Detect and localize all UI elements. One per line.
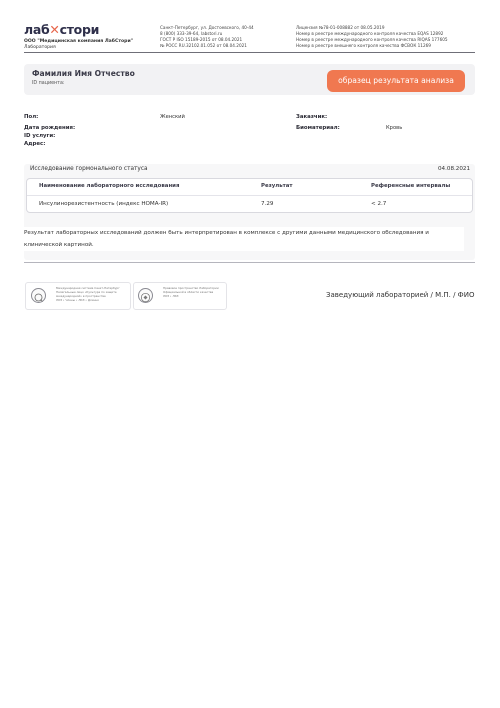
sample-result-badge: образец результата анализа xyxy=(327,70,465,92)
contact-gost: ГОСТ Р ISO 15189-2015 от 08.04.2021 xyxy=(160,37,243,43)
service-id-label: ID услуги: xyxy=(24,133,56,139)
accreditation-seal-icon xyxy=(138,288,153,303)
sex-label: Пол: xyxy=(24,114,39,120)
accreditation-line: ЛКЭ • ЛКЭ xyxy=(163,294,179,298)
footer-divider xyxy=(24,262,475,263)
interpretation-note: Результат лабораторных исследований должен быть интерпретирован в комплексе с другими данными медицинского обследования и клинической картиной. xyxy=(24,227,464,251)
head-of-lab-signature: Заведующий лабораторией / М.П. / ФИО xyxy=(326,291,475,299)
accreditation-line: Правовое пространство Лаборатории xyxy=(163,286,219,290)
table-cell-reference: < 2.7 xyxy=(371,201,387,207)
company-subtitle: Лаборатория xyxy=(24,45,56,51)
address-label: Адрес: xyxy=(24,141,46,147)
study-date: 04.08.2021 xyxy=(438,166,471,172)
contact-phone: 8 (800) 333-39-64, labstori.ru xyxy=(160,31,223,37)
column-header-test: Наименование лабораторного исследования xyxy=(39,183,180,189)
certificate-line: ЛКЭ • Члены • ЛКЭ • Длинно xyxy=(56,298,99,302)
company-info xyxy=(24,39,133,51)
lab-logo xyxy=(24,22,99,37)
column-header-result: Результат xyxy=(261,183,293,189)
certificate-text xyxy=(56,286,120,302)
sex-value: Женский xyxy=(160,114,185,120)
contact-certificate: № РОСС RU.32102.01.052 от 08.04.2021 xyxy=(160,43,247,49)
licenses-block xyxy=(296,25,448,49)
biomaterial-value: Кровь xyxy=(386,125,403,131)
patient-name: Фамилия Имя Отчество xyxy=(32,69,135,78)
certificate-line: Международная система Санкт-Петербург xyxy=(56,286,120,290)
logo-mark-icon: ✕ xyxy=(49,22,60,37)
accreditation-line: Официальной в области качества xyxy=(163,290,214,294)
accreditation-text xyxy=(163,286,219,298)
license-line: Номер в реестре международного контроля качества EQAS 12892 xyxy=(296,31,444,37)
birth-date-label: Дата рождения: xyxy=(24,125,76,131)
license-line: Лицензия №78-01-008882 от 08.05.2019 xyxy=(296,25,385,30)
table-divider xyxy=(27,195,472,196)
certificate-seal-icon xyxy=(31,288,46,303)
biomaterial-label: Биоматериал: xyxy=(296,125,340,131)
column-header-reference: Референсные интервалы xyxy=(371,183,451,189)
study-title: Исследование гормонального статуса xyxy=(30,166,148,172)
table-cell-test-name: Инсулинорезистентность (индекс HOMA-IR) xyxy=(39,201,169,207)
contacts-block xyxy=(160,25,254,49)
table-cell-result: 7.29 xyxy=(261,201,274,207)
patient-id-label: ID пациента: xyxy=(32,81,65,86)
license-line: Номер в реестре международного контроля качества RIQAS 177605 xyxy=(296,37,448,43)
contact-address: Санкт-Петербург, ул. Достоевского, 40-44 xyxy=(160,25,254,30)
certificate-line: Нелегальные лицо «Культура по защите xyxy=(56,290,117,294)
license-line: Номер в реестре внешнего контроля качества ФСВОК 11269 xyxy=(296,43,431,49)
logo-text-left: лаб xyxy=(24,22,50,37)
customer-label: Заказчик: xyxy=(296,114,328,120)
logo-text-right: стори xyxy=(59,22,100,37)
header-divider xyxy=(24,52,475,53)
company-name: ООО "Медицинская компания ЛабСтори" xyxy=(24,39,134,44)
certificate-line: международной» в пространстве xyxy=(56,294,106,298)
